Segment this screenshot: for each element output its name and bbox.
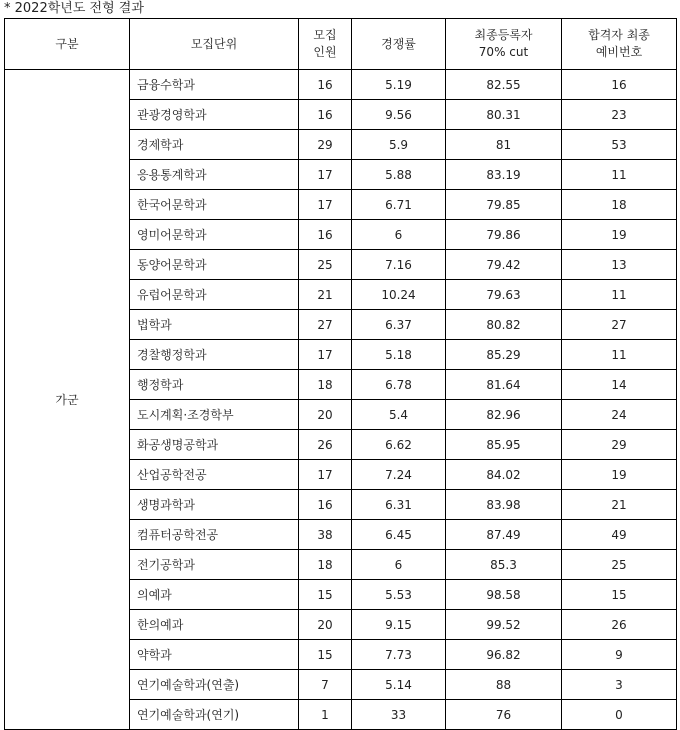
cell-cut: 88 [446,670,562,700]
cell-quota: 20 [299,610,352,640]
cell-ratio: 6.45 [352,520,446,550]
cell-quota: 26 [299,430,352,460]
cell-ratio: 5.9 [352,130,446,160]
cell-unit: 행정학과 [130,370,299,400]
cell-quota: 18 [299,370,352,400]
table-caption: * 2022학년도 전형 결과 [4,1,144,16]
cell-unit: 한의예과 [130,610,299,640]
header-quota-line2: 인원 [313,45,337,59]
cell-quota: 20 [299,400,352,430]
cell-unit: 화공생명공학과 [130,430,299,460]
cell-quota: 27 [299,310,352,340]
cell-unit: 한국어문학과 [130,190,299,220]
group-label: 가군 [5,70,130,730]
cell-unit: 금융수학과 [130,70,299,100]
cell-ratio: 5.19 [352,70,446,100]
cell-cut: 79.86 [446,220,562,250]
cell-ratio: 33 [352,700,446,730]
cell-waitlist: 25 [562,550,677,580]
cell-quota: 21 [299,280,352,310]
admission-results-table [4,18,677,730]
header-cut-line2: 70% cut [478,45,529,59]
cell-ratio: 5.4 [352,400,446,430]
cell-cut: 85.95 [446,430,562,460]
cell-unit: 연기예술학과(연기) [130,700,299,730]
cell-unit: 생명과학과 [130,490,299,520]
cell-waitlist: 24 [562,400,677,430]
cell-quota: 17 [299,460,352,490]
cell-quota: 16 [299,220,352,250]
header-waitlist [562,19,677,70]
cell-waitlist: 0 [562,700,677,730]
cell-waitlist: 23 [562,100,677,130]
cell-waitlist: 11 [562,340,677,370]
cell-quota: 16 [299,100,352,130]
cell-ratio: 10.24 [352,280,446,310]
cell-quota: 17 [299,340,352,370]
cell-quota: 25 [299,250,352,280]
cell-quota: 17 [299,190,352,220]
cell-waitlist: 14 [562,370,677,400]
header-waitlist-line1: 합격자 최종 [588,28,650,42]
cell-waitlist: 18 [562,190,677,220]
cell-ratio: 6.37 [352,310,446,340]
cell-unit: 경찰행정학과 [130,340,299,370]
cell-ratio: 5.18 [352,340,446,370]
header-cut-line1: 최종등록자 [474,28,533,42]
table-body [5,70,677,730]
header-row [5,19,677,70]
cell-quota: 38 [299,520,352,550]
header-quota-line1: 모집 [313,28,337,42]
cell-cut: 76 [446,700,562,730]
cell-waitlist: 26 [562,610,677,640]
header-unit: 모집단위 [130,19,299,70]
cell-quota: 15 [299,580,352,610]
cell-unit: 영미어문학과 [130,220,299,250]
cell-unit: 전기공학과 [130,550,299,580]
cell-unit: 컴퓨터공학전공 [130,520,299,550]
cell-ratio: 7.24 [352,460,446,490]
cell-quota: 7 [299,670,352,700]
cell-cut: 79.63 [446,280,562,310]
cell-cut: 80.82 [446,310,562,340]
cell-ratio: 6.31 [352,490,446,520]
cell-cut: 81.64 [446,370,562,400]
cell-waitlist: 15 [562,580,677,610]
cell-waitlist: 11 [562,280,677,310]
cell-cut: 81 [446,130,562,160]
cell-cut: 98.58 [446,580,562,610]
header-quota [299,19,352,70]
cell-unit: 도시계획·조경학부 [130,400,299,430]
cell-ratio: 6 [352,550,446,580]
cell-ratio: 7.16 [352,250,446,280]
cell-unit: 연기예술학과(연출) [130,670,299,700]
cell-cut: 83.98 [446,490,562,520]
cell-quota: 16 [299,490,352,520]
cell-ratio: 9.15 [352,610,446,640]
cell-quota: 16 [299,70,352,100]
cell-ratio: 6.78 [352,370,446,400]
cell-cut: 87.49 [446,520,562,550]
cell-unit: 동양어문학과 [130,250,299,280]
cell-unit: 약학과 [130,640,299,670]
cell-waitlist: 3 [562,670,677,700]
cell-cut: 96.82 [446,640,562,670]
cell-quota: 18 [299,550,352,580]
cell-quota: 29 [299,130,352,160]
cell-unit: 응용통계학과 [130,160,299,190]
cell-cut: 79.42 [446,250,562,280]
cell-cut: 84.02 [446,460,562,490]
cell-waitlist: 19 [562,220,677,250]
cell-unit: 경제학과 [130,130,299,160]
cell-ratio: 6.71 [352,190,446,220]
header-category: 구분 [5,19,130,70]
cell-cut: 85.29 [446,340,562,370]
header-cut [446,19,562,70]
cell-ratio: 7.73 [352,640,446,670]
cell-waitlist: 19 [562,460,677,490]
cell-ratio: 9.56 [352,100,446,130]
cell-cut: 80.31 [446,100,562,130]
cell-cut: 82.96 [446,400,562,430]
cell-quota: 17 [299,160,352,190]
cell-unit: 의예과 [130,580,299,610]
cell-unit: 유럽어문학과 [130,280,299,310]
cell-unit: 관광경영학과 [130,100,299,130]
cell-waitlist: 16 [562,70,677,100]
cell-unit: 법학과 [130,310,299,340]
cell-cut: 79.85 [446,190,562,220]
cell-ratio: 5.88 [352,160,446,190]
cell-cut: 83.19 [446,160,562,190]
cell-quota: 1 [299,700,352,730]
cell-waitlist: 11 [562,160,677,190]
cell-ratio: 6 [352,220,446,250]
header-waitlist-line2: 예비번호 [595,45,643,59]
cell-waitlist: 49 [562,520,677,550]
cell-waitlist: 21 [562,490,677,520]
cell-waitlist: 27 [562,310,677,340]
cell-cut: 99.52 [446,610,562,640]
cell-cut: 82.55 [446,70,562,100]
cell-waitlist: 29 [562,430,677,460]
cell-quota: 15 [299,640,352,670]
table-row [5,70,677,100]
cell-cut: 85.3 [446,550,562,580]
cell-ratio: 5.53 [352,580,446,610]
cell-ratio: 5.14 [352,670,446,700]
header-competition: 경쟁률 [352,19,446,70]
cell-waitlist: 13 [562,250,677,280]
cell-unit: 산업공학전공 [130,460,299,490]
cell-ratio: 6.62 [352,430,446,460]
cell-waitlist: 9 [562,640,677,670]
cell-waitlist: 53 [562,130,677,160]
